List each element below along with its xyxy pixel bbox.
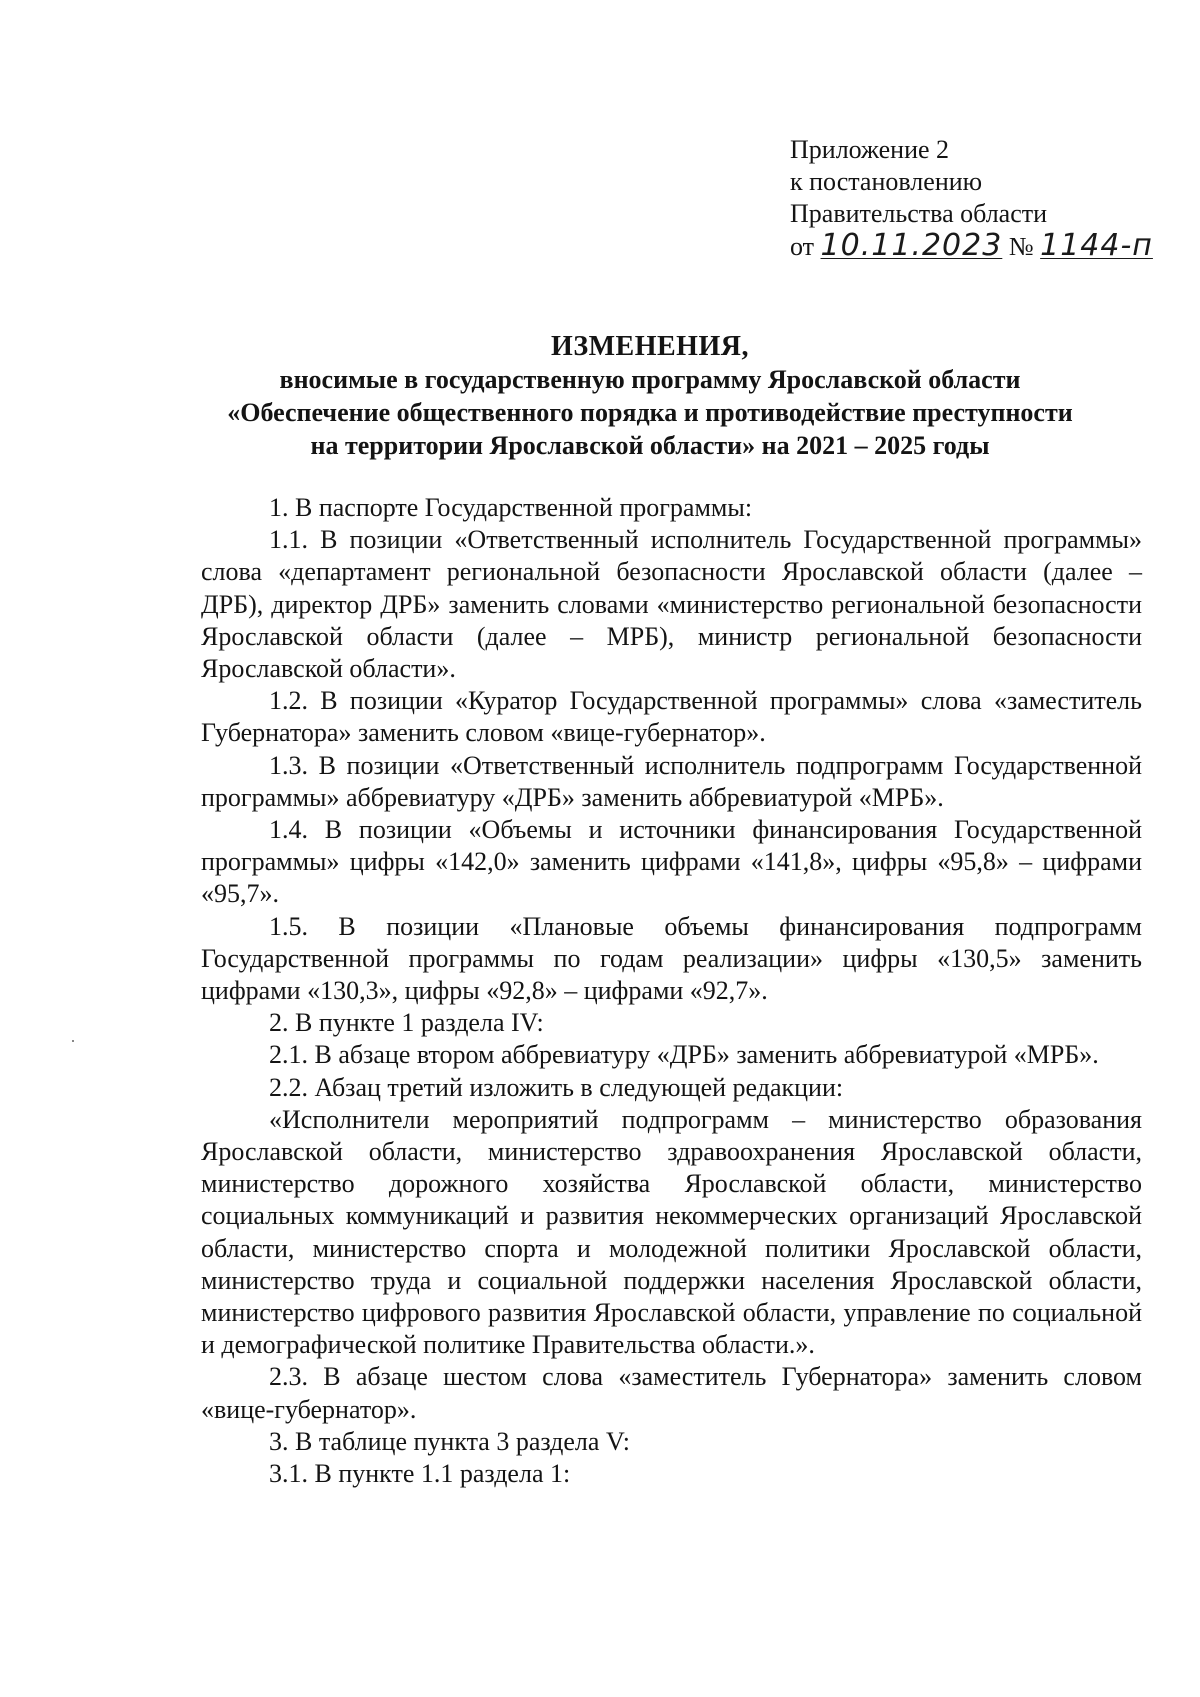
paragraph-2: 2. В пункте 1 раздела IV: (269, 1008, 544, 1038)
date-prefix: от (790, 232, 815, 261)
title-main: ИЗМЕНЕНИЯ, (551, 331, 749, 362)
paragraph-2-1: 2.1. В абзаце втором аббревиатуру «ДРБ» заменить аббревиатурой «МРБ». (269, 1040, 1099, 1070)
appendix-line-1: Приложение 2 (790, 135, 950, 164)
paragraph-1-4: 1.4. В позиции «Объемы и источники финансирования Государственной программы» цифры «142,0» заменить цифрами «141,8», цифры «95,8» – цифрами «95,7». (201, 815, 1142, 909)
title-line-3: «Обеспечение общественного порядка и противодействие преступности (227, 398, 1073, 427)
document-title (150, 330, 1150, 462)
paragraph-2-2-quote: «Исполнители мероприятий подпрограмм – министерство образования Ярославской области, министерство здравоохранения Ярославской области, министерство дорожного хозяйства Ярославской области, министерство социальных коммуникаций и развития некоммерческих организаций Ярославской области, министерство спорта и молодежной политики Ярославской области, министерство труда и социальной поддержки населения Ярославской области, министерство цифрового развития Ярославской области, управление по социальной и демографической политике Правительства области.». (201, 1104, 1142, 1360)
appendix-date-line (790, 230, 1153, 263)
paragraph-1-1: 1.1. В позиции «Ответственный исполнитель Государственной программы» слова «департамент региональной безопасности Ярославской области (далее – ДРБ), директор ДРБ» заменить словами «министерство региональной безопасности Ярославской области (далее – МРБ), министр региональной безопасности Ярославской области». (201, 525, 1142, 684)
paragraph-2-3: 2.3. В абзаце шестом слова «заместитель Губернатора» заменить словом «вице-губернатор». (201, 1362, 1142, 1424)
paragraph-3-1: 3.1. В пункте 1.1 раздела 1: (269, 1459, 571, 1489)
handwritten-date: 10.11.2023 (820, 228, 1003, 263)
paragraph-1: 1. В паспорте Государственной программы: (269, 493, 753, 522)
appendix-line-2: к постановлению (790, 167, 983, 196)
paragraph-3: 3. В таблице пункта 3 раздела V: (269, 1426, 631, 1456)
appendix-line-3: Правительства области (790, 199, 1048, 228)
paragraph-2-2: 2.2. Абзац третий изложить в следующей редакции: (269, 1072, 844, 1102)
paragraph-1-2: 1.2. В позиции «Куратор Государственной программы» слова «заместитель Губернатора» заменить словом «вице-губернатор». (201, 686, 1142, 748)
title-line-4: на территории Ярославской области» на 2021 – 2025 годы (310, 431, 990, 460)
handwritten-number: 1144-п (1040, 228, 1153, 263)
paragraph-1-3: 1.3. В позиции «Ответственный исполнитель подпрограмм Государственной программы» аббревиатуру «ДРБ» заменить аббревиатурой «МРБ». (201, 750, 1142, 812)
title-line-2: вносимые в государственную программу Ярославской области (279, 365, 1021, 394)
paragraph-1-5: 1.5. В позиции «Плановые объемы финансирования подпрограмм Государственной программы по годам реализации» цифры «130,5» заменить цифрами «130,3», цифры «92,8» – цифрами «92,7». (201, 911, 1142, 1006)
number-prefix: № (1008, 232, 1034, 261)
scan-speck (72, 1040, 74, 1042)
document-body (201, 492, 1142, 1490)
appendix-block (790, 134, 1153, 263)
